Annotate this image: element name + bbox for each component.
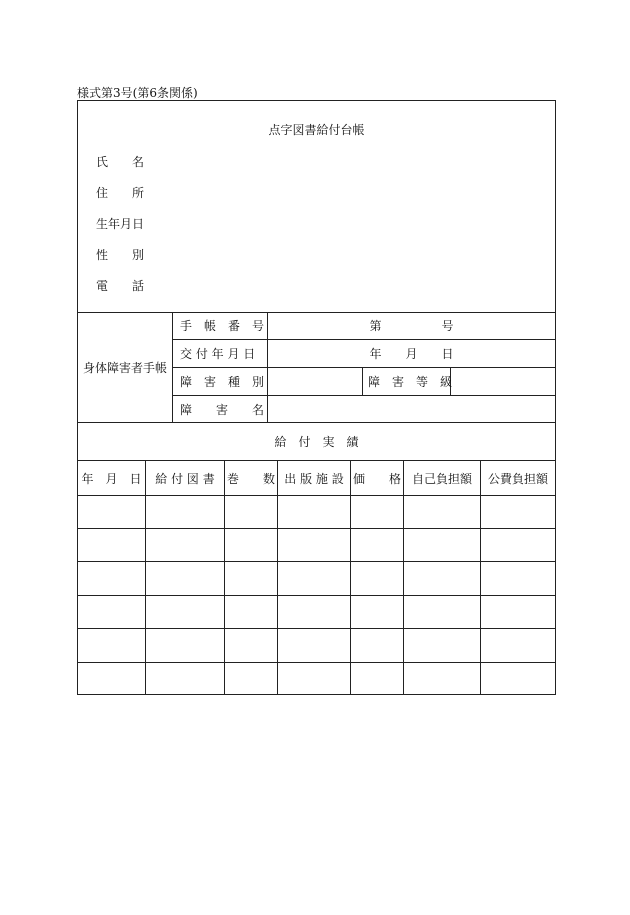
form-title: 点字図書給付台帳 [268, 122, 365, 137]
column-header-book: 給 付 図 書 [155, 471, 215, 486]
column-header-publisher: 出 版 施 設 [284, 471, 344, 486]
table-row [78, 561, 555, 562]
issue-date-value: 年 月 日 [369, 347, 454, 361]
table-row [78, 662, 555, 663]
table-row [78, 628, 555, 629]
handbook-number-value: 第 号 [369, 319, 454, 333]
disability-name-value [268, 396, 555, 422]
column-header-public-pay: 公費負担額 [487, 471, 548, 486]
table-row [78, 595, 555, 596]
address-label: 住 所 [96, 185, 145, 200]
disability-grade-value [451, 368, 555, 395]
issue-date-label: 交 付 年 月 日 [180, 347, 256, 361]
disability-name-label: 障 害 名 [180, 402, 265, 417]
handbook-number-label: 手 帳 番 号 [180, 319, 265, 333]
disability-type-value [268, 368, 362, 395]
results-heading: 給 付 実 績 [274, 435, 359, 449]
braille-book-ledger-form [77, 100, 556, 695]
column-header-volumes: 巻 数 [226, 471, 275, 486]
handbook-section-label: 身体障害者手帳 [82, 360, 167, 375]
disability-grade-label: 障 害 等 級 [368, 375, 453, 389]
column-header-self-pay: 自己負担額 [411, 471, 472, 486]
table-row [78, 528, 555, 529]
column-header-price: 価 格 [352, 471, 401, 486]
phone-label: 電 話 [96, 278, 145, 293]
birthdate-label: 生年月日 [96, 216, 145, 231]
name-label: 氏 名 [96, 154, 145, 169]
disability-type-label: 障 害 種 別 [180, 375, 265, 389]
column-header-date: 年 月 日 [81, 471, 142, 486]
gender-label: 性 別 [96, 247, 145, 262]
form-number-caption: 様式第3号(第6条関係) [77, 86, 198, 100]
